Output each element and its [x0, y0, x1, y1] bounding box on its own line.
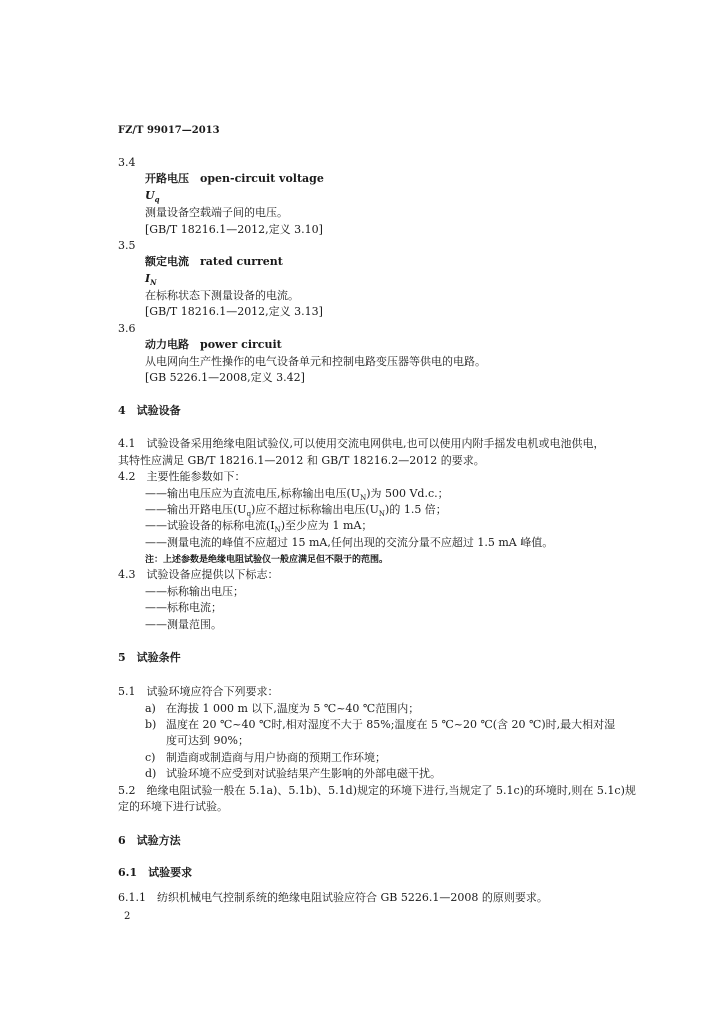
list-item: ——输出电压应为直流电压,标称输出电压$(U_N)$为 500 Vd.c.； — [145, 487, 449, 503]
term-definition: 从电网向生产性操作的电气设备单元和控制电路变压器等供电的电路。 — [145, 355, 486, 368]
list-item: 温度在 20 ℃~40 ℃时,相对湿度不大于 85%;温度在 5 ℃~20 ℃(含 20 ℃)时,最大相对湿 — [166, 718, 616, 731]
list-item: ——标称电流； — [145, 601, 222, 614]
paragraph-4-1-cont: 其特性应满足 GB/T 18216.1—2012 和 GB/T 18216.2—2012 的要求。 — [118, 454, 485, 467]
term-source: [GB/T 18216.1—2012,定义 3.10] — [145, 223, 323, 236]
paragraph-6-1-1: 6.1.1 纺织机械电气控制系统的绝缘电阻试验应符合 GB 5226.1—2008 的原则要求。 — [118, 891, 548, 904]
term-number: 3.4 — [118, 156, 136, 169]
note: 注：上述参数是绝缘电阻试验仪一般应满足但不限于的范围。 — [145, 555, 389, 565]
term-symbol: $U_q$ — [145, 189, 160, 205]
list-item-label: c) — [145, 751, 156, 764]
section-heading: 5 试验条件 — [118, 651, 181, 664]
list-item: ——试验设备的标称电流$(I_N)$至少应为 1 mA； — [145, 519, 373, 535]
term-title: 额定电流 rated current — [145, 255, 283, 268]
paragraph-4-1: 4.1 试验设备采用绝缘电阻试验仪,可以使用交流电网供电,也可以使用内附手摇发电机或电池供电， — [118, 437, 605, 450]
paragraph-5-2-cont: 定的环境下进行试验。 — [118, 800, 228, 813]
term-source: [GB 5226.1—2008,定义 3.42] — [145, 371, 305, 384]
list-item-label: b) — [145, 718, 157, 731]
document-id: FZ/T 99017—2013 — [118, 125, 220, 136]
page-number: 2 — [124, 911, 131, 922]
term-definition: 测量设备空载端子间的电压。 — [145, 206, 288, 219]
paragraph-5-1: 5.1 试验环境应符合下列要求： — [118, 685, 279, 698]
term-symbol: $I_N$ — [145, 272, 157, 288]
paragraph-5-2: 5.2 绝缘电阻试验一般在 5.1a)、5.1b)、5.1d)规定的环境下进行,当规定了 5.1c)的环境时,则在 5.1c)规 — [118, 784, 636, 797]
list-item: 在海拔 1 000 m 以下,温度为 5 ℃~40 ℃范围内； — [166, 702, 420, 715]
term-number: 3.6 — [118, 322, 136, 335]
section-heading: 4 试验设备 — [118, 404, 181, 417]
list-item-label: a) — [145, 702, 156, 715]
term-definition: 在标称状态下测量设备的电流。 — [145, 289, 299, 302]
subsection-heading: 6.1 试验要求 — [118, 866, 193, 879]
paragraph-4-3: 4.3 试验设备应提供以下标志： — [118, 568, 279, 581]
list-item-label: d) — [145, 767, 157, 780]
list-item: 试验环境不应受到对试验结果产生影响的外部电磁干扰。 — [166, 767, 441, 780]
section-heading: 6 试验方法 — [118, 834, 181, 847]
list-item: 制造商或制造商与用户协商的预期工作环境； — [166, 751, 386, 764]
paragraph-4-2: 4.2 主要性能参数如下： — [118, 470, 246, 483]
list-item: ——测量电流的峰值不应超过 15 mA,任何出现的交流分量不应超过 1.5 mA 峰值。 — [145, 536, 554, 549]
term-source: [GB/T 18216.1—2012,定义 3.13] — [145, 305, 323, 318]
term-title: 开路电压 open-circuit voltage — [145, 172, 324, 185]
list-item: ——标称输出电压； — [145, 585, 244, 598]
list-item: ——测量范围。 — [145, 618, 222, 631]
term-number: 3.5 — [118, 239, 136, 252]
list-item: ——输出开路电压$(U_q)$应不超过标称输出电压$(U_N)$的 1.5 倍； — [145, 503, 447, 519]
term-title: 动力电路 power circuit — [145, 338, 282, 351]
list-item-cont: 度可达到 90%； — [166, 734, 249, 747]
